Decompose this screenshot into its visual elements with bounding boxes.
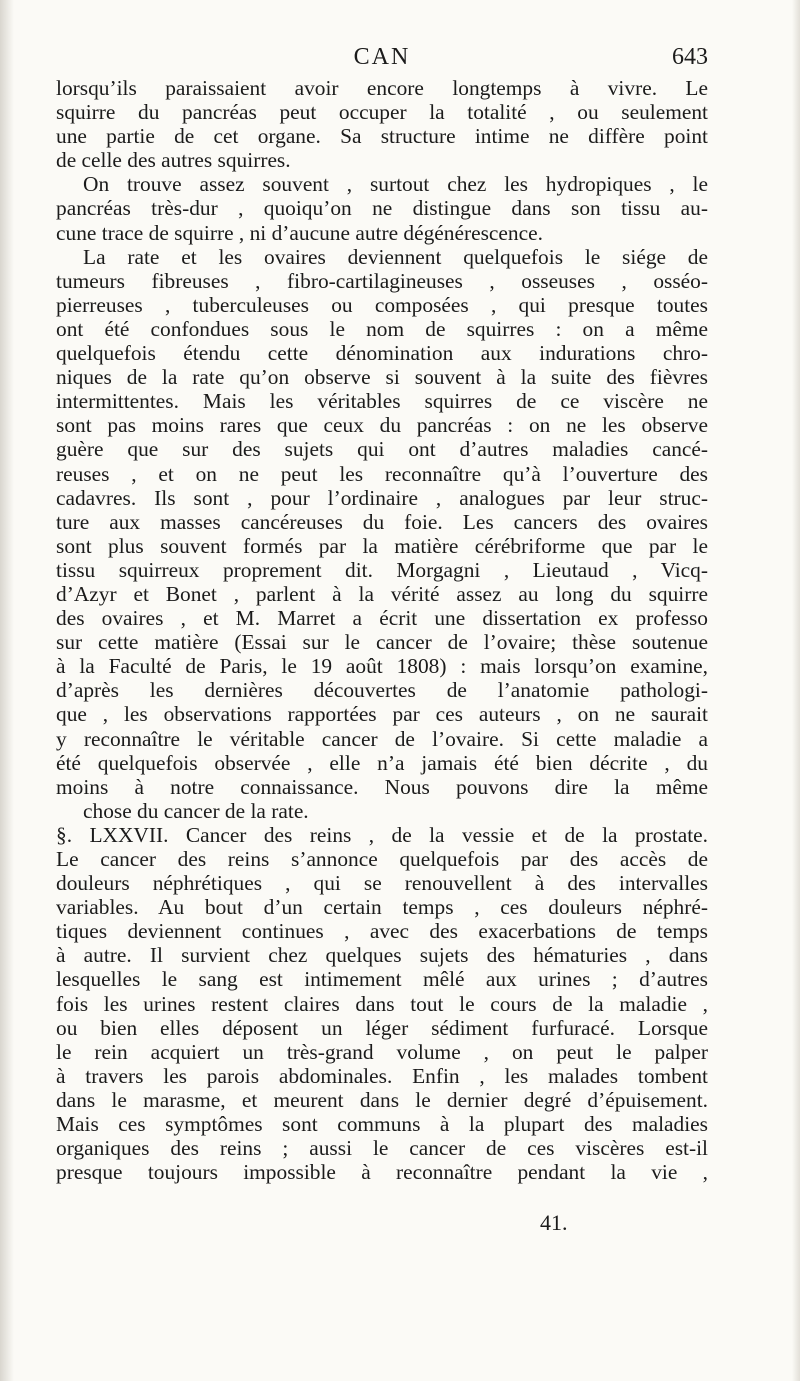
signature-mark: 41. (540, 1210, 568, 1235)
text-line: squirre du pancréas peut occuper la totalité , ou seulement (56, 100, 708, 125)
text-line: sont plus souvent formés par la matière cérébriforme que par le (56, 533, 708, 558)
section-heading: §. LXXVII. Cancer des reins , de la vessie et de la prostate. (56, 822, 708, 847)
body-text (56, 76, 708, 1184)
text-line: Le cancer des reins s’annonce quelquefois par des accès de (56, 847, 708, 871)
text-line: lesquelles le sang est intimement mêlé aux urines ; d’autres (56, 967, 708, 992)
running-title: CAN (353, 44, 411, 70)
text-line: cadavres. Ils sont , pour l’ordinaire , analogues par leur struc- (56, 485, 708, 510)
text-line: Mais ces symptômes sont communs à la plupart des maladies (56, 1112, 708, 1137)
text-line: ont été confondues sous le nom de squirres : on a même (56, 316, 708, 341)
page-edge-shadow (792, 0, 800, 1381)
text-line: tissu squirreux proprement dit. Morgagni , Lieutaud , Vicq- (56, 557, 708, 582)
page-gutter-shadow (0, 0, 14, 1381)
text-line: à autre. Il survient chez quelques sujets des hématuries , dans (56, 943, 708, 968)
text-line: sur cette matière (Essai sur le cancer de l’ovaire; thèse soutenue (56, 630, 708, 655)
text-line: y reconnaître le véritable cancer de l’ovaire. Si cette maladie a (56, 726, 708, 751)
text-line: douleurs néphrétiques , qui se renouvellent à des intervalles (56, 871, 708, 896)
text-line: pancréas très-dur , quoiqu’on ne distingue dans son tissu au- (56, 196, 708, 221)
text-line: que , les observations rapportées par ces auteurs , on ne saurait (56, 702, 708, 727)
text-line: variables. Au bout d’un certain temps , ces douleurs néphré- (56, 895, 708, 920)
text-line: La rate et les ovaires deviennent quelquefois le siége de (83, 244, 708, 269)
text-line: quelquefois étendu cette dénomination aux indurations chro- (56, 341, 708, 366)
text-line: tiques deviennent continues , avec des exacerbations de temps (56, 919, 708, 944)
text-line: ou bien elles déposent un léger sédiment furfuracé. Lorsque (56, 1015, 708, 1040)
text-line: dans le marasme, et meurent dans le dernier degré d’épuisement. (56, 1087, 708, 1112)
text-line: lorsqu’ils paraissaient avoir encore longtemps à vivre. Le (56, 76, 708, 100)
text-line: presque toujours impossible à reconnaître pendant la vie , (56, 1160, 708, 1185)
text-line: guère que sur des sujets qui ont d’autres maladies cancé- (56, 437, 708, 462)
text-line: cune trace de squirre , ni d’aucune autre dégénérescence. (56, 220, 543, 245)
text-line: de celle des autres squirres. (56, 148, 291, 173)
text-line: été quelquefois observée , elle n’a jamais été bien décrite , du (56, 750, 708, 775)
text-line: pierreuses , tuberculeuses ou composées , qui presque toutes (56, 292, 708, 317)
text-line: d’Azyr et Bonet , parlent à la vérité assez au long du squirre (56, 581, 708, 606)
text-line: à la Faculté de Paris, le 19 août 1808) : mais lorsqu’on examine, (56, 654, 708, 679)
text-line: On trouve assez souvent , surtout chez les hydropiques , le (83, 172, 708, 197)
page-header (56, 44, 708, 74)
text-line: reuses , et on ne peut les reconnaître qu’à l’ouverture des (56, 461, 708, 486)
text-line: le rein acquiert un très-grand volume , on peut le palper (56, 1039, 708, 1064)
text-line: sont pas moins rares que ceux du pancréas : on ne les observe (56, 413, 708, 438)
text-line: chose du cancer de la rate. (83, 798, 309, 823)
text-line: niques de la rate qu’on observe si souvent à la suite des fièvres (56, 365, 708, 390)
page-number: 643 (672, 44, 708, 70)
text-line: fois les urines restent claires dans tout le cours de la maladie , (56, 991, 708, 1016)
text-line: organiques des reins ; aussi le cancer de ces viscères est-il (56, 1136, 708, 1161)
text-line: à travers les parois abdominales. Enfin , les malades tombent (56, 1063, 708, 1088)
text-line: intermittentes. Mais les véritables squirres de ce viscère ne (56, 389, 708, 414)
text-line: une partie de cet organe. Sa structure intime ne diffère point (56, 124, 708, 149)
text-line: moins à notre connaissance. Nous pouvons dire la même (56, 774, 708, 799)
text-line: tumeurs fibreuses , fibro-cartilagineuses , osseuses , osséo- (56, 268, 708, 293)
text-line: des ovaires , et M. Marret a écrit une dissertation ex professo (56, 606, 708, 631)
text-line: ture aux masses cancéreuses du foie. Les cancers des ovaires (56, 509, 708, 534)
text-line: d’après les dernières découvertes de l’anatomie pathologi- (56, 678, 708, 703)
